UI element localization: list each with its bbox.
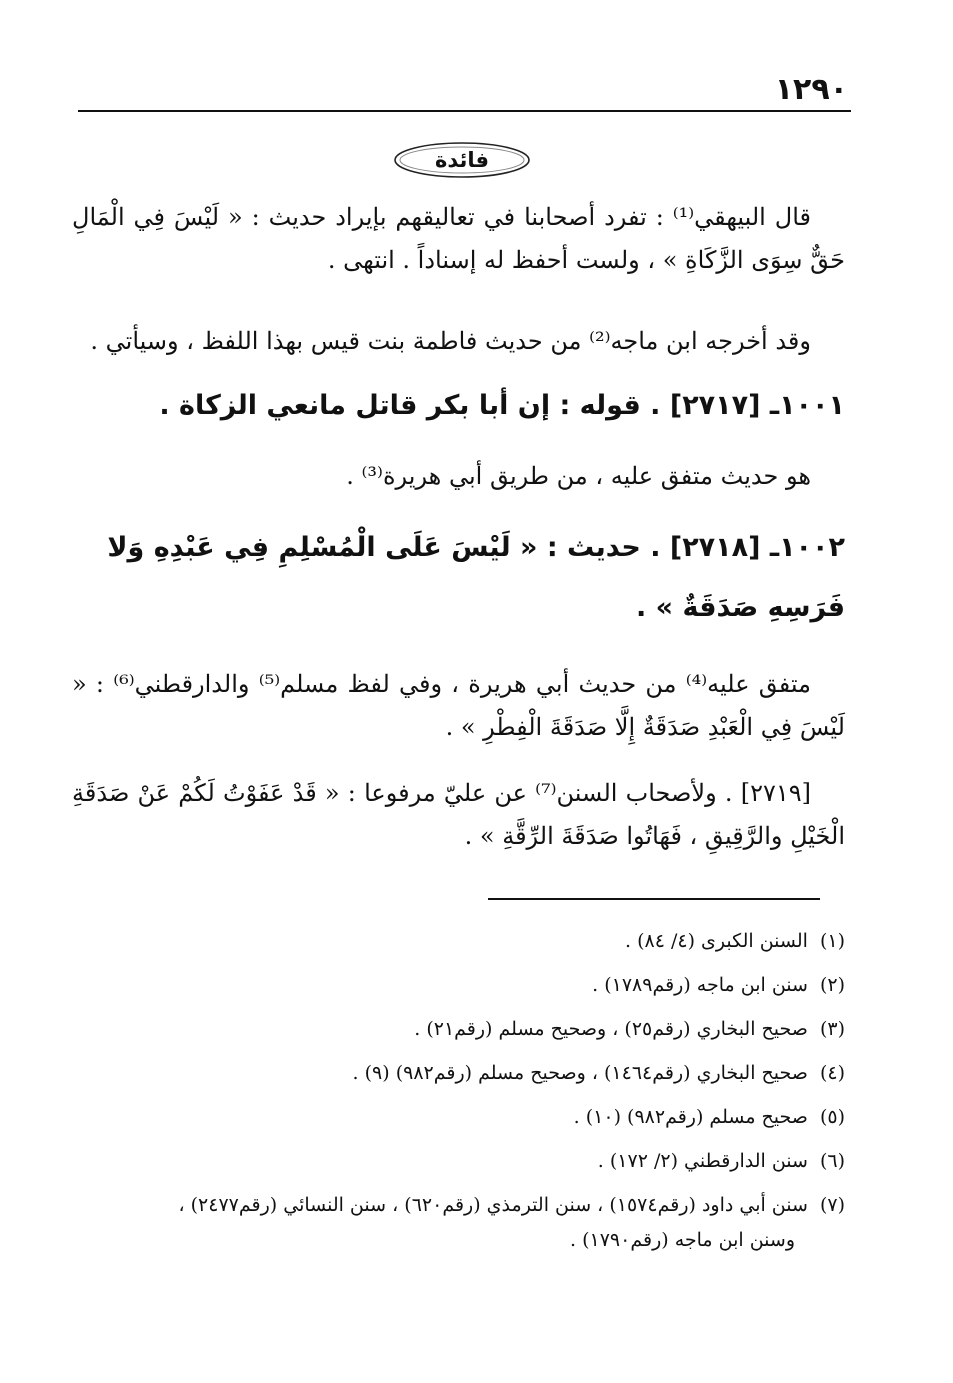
footnote-text: السنن الكبرى (٤/ ٨٤) .	[624, 930, 808, 952]
footnote-6	[72, 1144, 845, 1179]
fawaid-paragraph: قال البيهقي⁽¹⁾ : تفرد أصحابنا في تعاليقهم بإيراد حديث : « لَيْسَ فِي الْمَالِ حَقٌّ سِوَى الزَّكَاةِ » ، ولست أحفظ له إسناداً . انتهى .	[72, 203, 845, 274]
fawaid-badge	[392, 140, 532, 180]
header-rule	[78, 110, 851, 112]
footnote-number: (٤)	[819, 1062, 845, 1084]
footnote-text: سنن الدارقطني (٢/ ١٧٢) .	[597, 1150, 808, 1172]
footnote-rule	[488, 898, 820, 900]
footnote-1	[72, 924, 845, 959]
footnote-5	[72, 1100, 845, 1135]
page-number: ١٢٩٠	[774, 72, 848, 107]
footnote-text: صحيح البخاري (رقم٢٥) ، وصحيح مسلم (رقم٢١) .	[414, 1018, 808, 1040]
entry-text-1002: متفق عليه⁽⁴⁾ من حديث أبي هريرة ، وفي لفظ مسلم⁽⁵⁾ والدارقطني⁽⁶⁾ : « لَيْسَ فِي الْعَبْدِ صَدَقَةٌ إِلَّا صَدَقَةَ الْفِطْرِ » .	[72, 670, 845, 741]
footnote-number: (٢)	[819, 974, 845, 996]
footnote-text: صحيح مسلم (رقم٩٨٢) (١٠) .	[573, 1106, 808, 1128]
entry-text-2719: [٢٧١٩] . ولأصحاب السنن⁽⁷⁾ عن عليّ مرفوعا : « قَدْ عَفَوْتُ لَكُمْ عَنْ صَدَقَةِ الْخَيْلِ والرَّقِيقِ ، فَهَاتُوا صَدَقَةَ الرِّقَّةِ » .	[72, 779, 845, 850]
footnote-number: (٥)	[819, 1106, 845, 1128]
footnote-text: صحيح البخاري (رقم١٤٦٤) ، وصحيح مسلم (رقم٩٨٢) (٩) .	[352, 1062, 808, 1084]
footnotes-list	[72, 924, 845, 1267]
footnote-number: (٧)	[819, 1194, 845, 1216]
footnote-text: سنن أبي داود (رقم١٥٧٤) ، سنن الترمذي (رقم٦٢٠) ، سنن النسائي (رقم٢٤٧٧) ،	[178, 1194, 808, 1216]
footnote-7	[72, 1188, 845, 1258]
footnote-number: (١)	[819, 930, 845, 952]
fawaid-paragraph-2: وقد أخرجه ابن ماجه⁽²⁾ من حديث فاطمة بنت قيس بهذا اللفظ ، وسيأتي .	[90, 327, 811, 355]
badge-label: فائدة	[434, 148, 490, 172]
footnote-4	[72, 1056, 845, 1091]
entry-text-1001: هو حديث متفق عليه ، من طريق أبي هريرة⁽³⁾ .	[346, 462, 811, 490]
footnote-continuation: وسنن ابن ماجه (رقم١٧٩٠) .	[570, 1229, 795, 1251]
entry-heading-1001: ١٠٠١ـ [٢٧١٧] . قوله : إن أبا بكر قاتل مانعي الزكاة .	[159, 390, 845, 421]
footnote-number: (٦)	[819, 1150, 845, 1172]
entry-heading-1002: ١٠٠٢ـ [٢٧١٨] . حديث : « لَيْسَ عَلَى الْمُسْلِمِ فِي عَبْدِهِ وَلا فَرَسِهِ صَدَقَةٌ » .	[107, 532, 845, 623]
footnote-number: (٣)	[819, 1018, 845, 1040]
footnote-text: سنن ابن ماجه (رقم١٧٨٩) .	[592, 974, 808, 996]
footnote-2	[72, 968, 845, 1003]
footnote-3	[72, 1012, 845, 1047]
